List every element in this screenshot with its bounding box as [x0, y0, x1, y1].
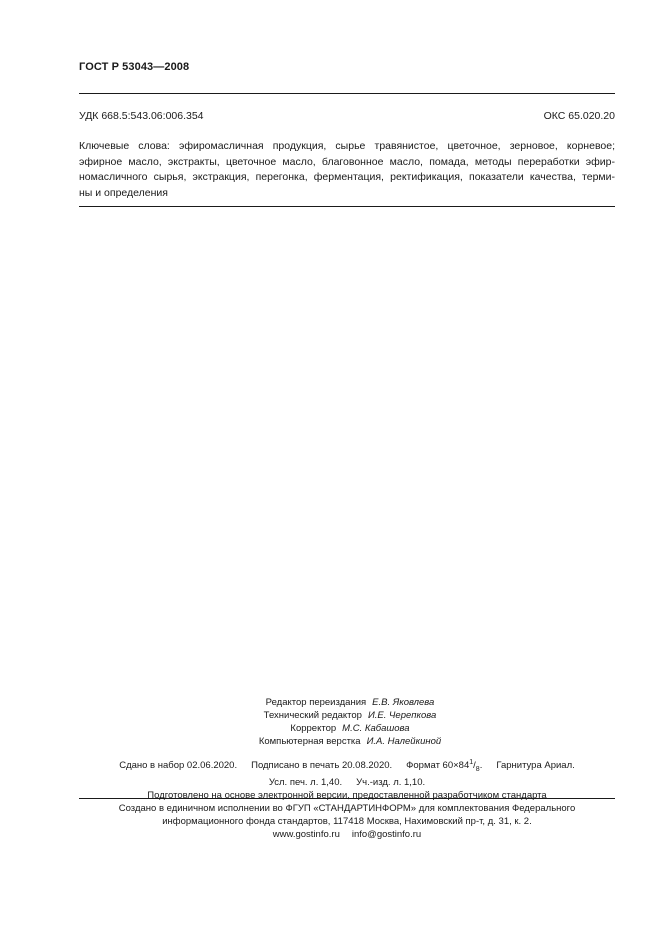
credit-row — [200, 722, 500, 735]
credit-role: Технический редактор — [263, 710, 362, 721]
typeface: Гарнитура Ариал. — [496, 760, 575, 772]
print-signed-date: Подписано в печать 20.08.2020. — [251, 760, 393, 772]
keywords-divider — [79, 206, 615, 207]
typeset-date: Сдано в набор 02.06.2020. — [119, 760, 238, 772]
footer-line: Создано в единичном исполнении во ФГУП «СТАНДАРТИНФОРМ» для комплектования Федерального — [118, 803, 576, 814]
print-sheets: Усл. печ. л. 1,40. — [268, 777, 343, 789]
publication-row — [79, 789, 615, 802]
top-divider — [79, 93, 615, 94]
keywords-line: ны и определения — [79, 186, 168, 199]
footer-divider — [79, 798, 615, 799]
footer-row — [79, 802, 615, 815]
format-sub: 8 — [475, 766, 480, 774]
credits-block — [200, 696, 500, 748]
credit-name: М.С. Кабашова — [342, 723, 410, 734]
keywords-line: Ключевые слова: эфиромасличная продукция, сырье травянистое, цветочное, зерновое, корневое; — [79, 140, 615, 152]
footer-block — [79, 802, 615, 841]
document-code: ГОСТ Р 53043—2008 — [79, 61, 190, 73]
keywords-paragraph — [79, 139, 615, 201]
footer-line: информационного фонда стандартов, 117418 Москва, Нахимовский пр-т, д. 31, к. 2. — [162, 816, 532, 827]
credit-name: И.Е. Черепкова — [367, 710, 437, 721]
publication-info — [79, 756, 615, 802]
publication-row — [79, 756, 615, 776]
publisher-sheets: Уч.-изд. л. 1,10. — [356, 777, 426, 789]
format-text: Формат 60×84 — [406, 760, 470, 772]
format-sup: 1 — [469, 759, 474, 766]
credit-name: И.А. Налейкиной — [366, 736, 442, 747]
footer-row — [79, 828, 615, 841]
credit-role: Компьютерная верстка — [258, 736, 361, 747]
credit-role: Корректор — [290, 723, 337, 734]
prepared-note: Подготовлено на основе электронной версии, предоставленной разработчиком стандарта — [147, 790, 547, 802]
keywords-line: эфирное масло, экстракты, цветочное масло, благовонное масло, помада, методы переработки эфир- — [79, 155, 615, 168]
keywords-line: номасличного сырья, экстракция, перегонка, ферментация, ректификация, показатели качества, терми- — [79, 171, 615, 183]
footer-row — [79, 815, 615, 828]
udk-code: УДК 668.5:543.06:006.354 — [79, 110, 204, 122]
credit-row — [200, 735, 500, 748]
email-link[interactable]: info@gostinfo.ru — [351, 829, 422, 840]
format-suffix: . — [479, 760, 483, 772]
paper-format: Формат $60\times 84^1/_8$. — [406, 759, 483, 774]
credit-role: Редактор переиздания — [265, 697, 367, 708]
credit-row — [200, 696, 500, 709]
credit-name: Е.В. Яковлева — [372, 697, 435, 708]
oks-code: ОКС 65.020.20 — [543, 110, 615, 122]
publication-row — [79, 776, 615, 789]
website-link[interactable]: www.gostinfo.ru — [272, 829, 340, 840]
credit-row — [200, 709, 500, 722]
